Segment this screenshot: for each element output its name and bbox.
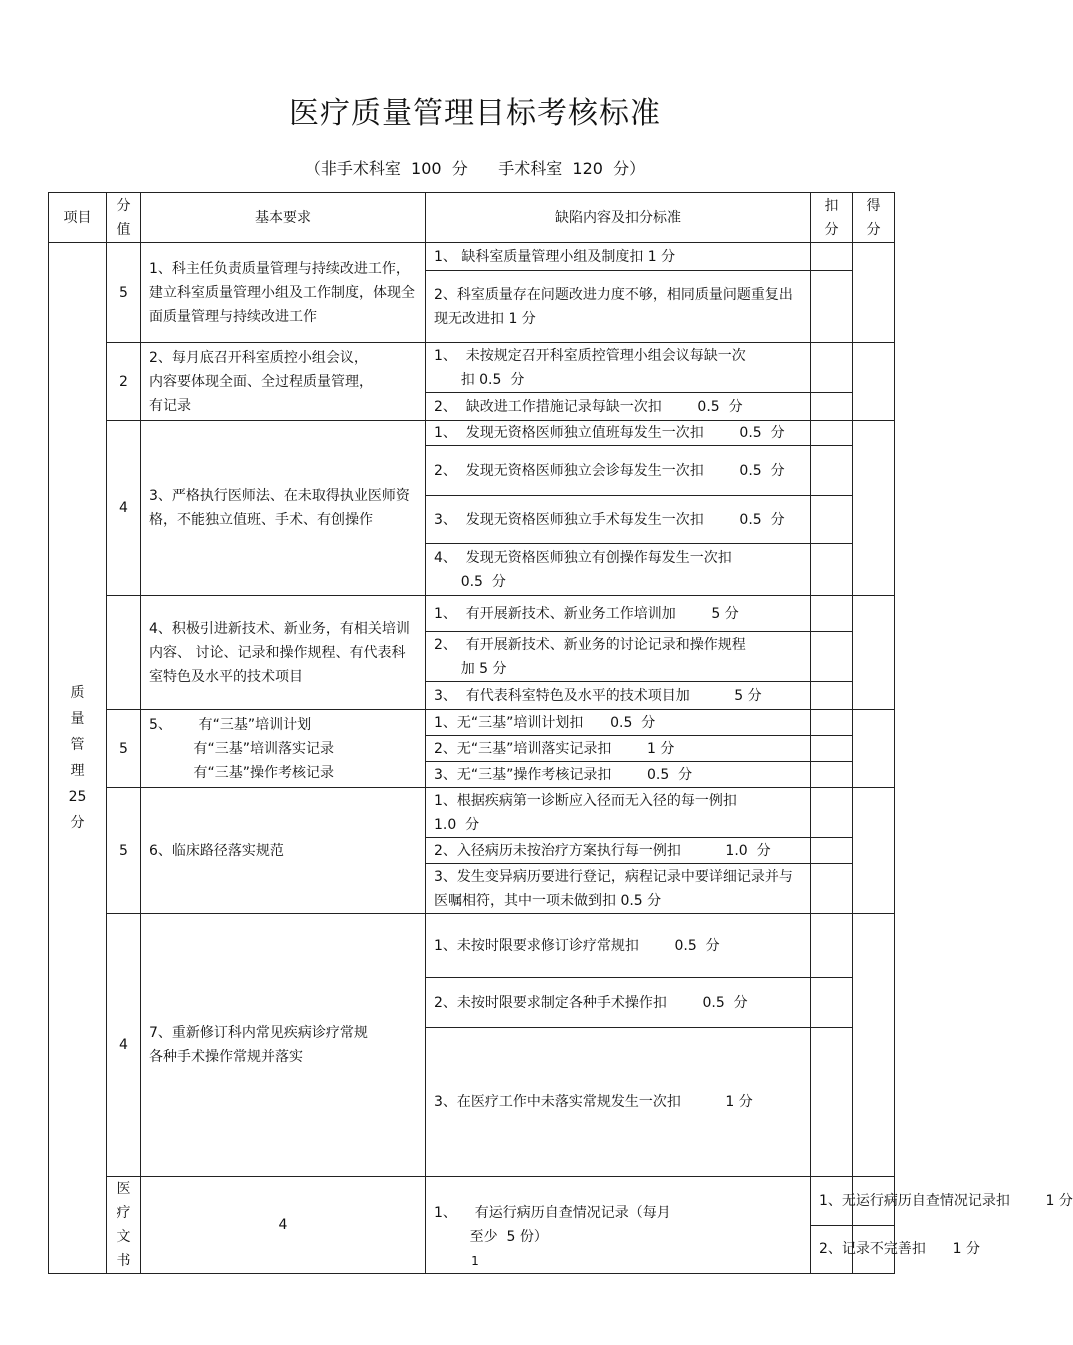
deduct-cell (811, 243, 853, 271)
score-cell (853, 914, 895, 1177)
deduction-cell: 3、无“三基”操作考核记录扣 0.5 分 (426, 762, 811, 788)
deduct-cell (811, 596, 853, 632)
row-points: 4 (107, 421, 141, 596)
row-points: 4 (141, 1177, 426, 1274)
deduct-cell (811, 710, 853, 736)
deduct-cell (811, 864, 853, 914)
header-item: 项目 (49, 193, 107, 243)
category-medical-records: 医疗 文书 (107, 1177, 141, 1274)
deduction-cell: 1、 有开展新技术、新业务工作培训加 5 分 (426, 596, 811, 632)
deduct-cell (811, 632, 853, 682)
deduction-cell: 1、根据疾病第一诊断应入径而无入径的每一例扣 1.0 分 (426, 788, 811, 838)
deduction-cell: 2、 缺改进工作措施记录每缺一次扣 0.5 分 (426, 393, 811, 421)
score-cell (853, 788, 895, 914)
assessment-table (48, 192, 1073, 1274)
deduction-cell: 3、 有代表科室特色及水平的技术项目加 5 分 (426, 682, 811, 710)
deduction-cell: 1、无“三基”培训计划扣 0.5 分 (426, 710, 811, 736)
category-char: 25 (68, 789, 87, 805)
deduct-cell (811, 393, 853, 421)
deduct-cell (811, 762, 853, 788)
deduction-cell: 2、入径病历未按治疗方案执行每一例扣 1.0 分 (426, 838, 811, 864)
deduct-cell (811, 914, 853, 978)
deduct-cell (811, 496, 853, 544)
deduct-cell (811, 682, 853, 710)
table-row (49, 596, 895, 632)
row-points: 4 (107, 914, 141, 1177)
deduction-cell: 3、发生变异病历要进行登记，病程记录中要详细记录并与医嘱相符，其中一项未做到扣 0.5 分 (426, 864, 811, 914)
deduct-cell (811, 838, 853, 864)
category-quality-management (49, 243, 107, 1274)
deduct-cell (811, 736, 853, 762)
table-row (49, 914, 895, 978)
score-cell (853, 596, 895, 710)
header-deduction: 缺陷内容及扣分标准 (426, 193, 811, 243)
deduction-cell: 1、未按时限要求修订诊疗常规扣 0.5 分 (426, 914, 811, 978)
score-cell (853, 710, 895, 788)
category-char: 管 (70, 737, 85, 753)
deduct-cell (811, 421, 853, 446)
header-deduct: 扣 分 (811, 193, 853, 243)
header-requirement: 基本要求 (141, 193, 426, 243)
table-row (49, 788, 895, 838)
deduct-cell (811, 343, 853, 393)
category-char: 质 (70, 685, 85, 701)
requirement-cell: 5、 有“三基”培训计划 有“三基”培训落实记录 有“三基”操作考核记录 (141, 710, 426, 788)
category-char: 量 (70, 711, 85, 727)
requirement-cell: 6、临床路径落实规范 (141, 788, 426, 914)
deduct-cell (811, 978, 853, 1028)
deduction-cell: 1、 发现无资格医师独立值班每发生一次扣 0.5 分 (426, 421, 811, 446)
score-cell (853, 343, 895, 421)
deduct-cell (811, 446, 853, 496)
deduction-cell: 4、 发现无资格医师独立有创操作每发生一次扣 0.5 分 (426, 544, 811, 596)
table-row (49, 710, 895, 736)
deduction-cell: 2、记录不完善扣 1 分 (811, 1225, 853, 1274)
table-row (49, 421, 895, 446)
deduction-cell: 1、 未按规定召开科室质控管理小组会议每缺一次 扣 0.5 分 (426, 343, 811, 393)
header-score: 得 分 (853, 193, 895, 243)
deduction-cell: 2、科室质量存在问题改进力度不够，相同质量问题重复出现无改进扣 1 分 (426, 271, 811, 343)
deduct-cell (811, 271, 853, 343)
row-points (107, 596, 141, 710)
deduction-cell: 2、未按时限要求制定各种手术操作扣 0.5 分 (426, 978, 811, 1028)
row-points: 5 (107, 788, 141, 914)
category-char: 理 (70, 763, 85, 779)
page-number: 1 (471, 1254, 479, 1268)
requirement-cell: 7、重新修订科内常见疾病诊疗常规 各种手术操作常规并落实 (141, 914, 426, 1177)
row-points: 2 (107, 343, 141, 421)
deduct-cell (811, 544, 853, 596)
deduction-cell: 3、 发现无资格医师独立手术每发生一次扣 0.5 分 (426, 496, 811, 544)
score-cell (853, 421, 895, 596)
deduct-cell (811, 1028, 853, 1177)
document-subtitle: （非手术科室 100 分 手术科室 120 分） (304, 159, 646, 178)
table-row (49, 343, 895, 393)
deduction-cell: 1、无运行病历自查情况记录扣 1 分 (811, 1177, 853, 1226)
category-char: 分 (70, 815, 85, 831)
deduction-cell: 3、在医疗工作中未落实常规发生一次扣 1 分 (426, 1028, 811, 1177)
requirement-cell: 3、严格执行医师法、在未取得执业医师资格，不能独立值班、手术、有创操作 (141, 421, 426, 596)
document-title: 医疗质量管理目标考核标准 (289, 96, 661, 131)
table-header-row (49, 193, 895, 243)
table-row (49, 243, 895, 271)
requirement-cell: 1、科主任负责质量管理与持续改进工作，建立科室质量管理小组及工作制度，体现全面质量管理与持续改进工作 (141, 243, 426, 343)
deduction-cell: 2、 发现无资格医师独立会诊每发生一次扣 0.5 分 (426, 446, 811, 496)
header-points: 分 值 (107, 193, 141, 243)
row-points: 5 (107, 243, 141, 343)
requirement-cell: 2、每月底召开科室质控小组会议， 内容要体现全面、全过程质量管理， 有记录 (141, 343, 426, 421)
table-row (49, 1177, 895, 1226)
score-cell (853, 243, 895, 343)
row-points: 5 (107, 710, 141, 788)
requirement-cell: 4、积极引进新技术、新业务，有相关培训内容、 讨论、记录和操作规程、有代表科室特色及水平的技术项目 (141, 596, 426, 710)
deduction-cell: 1、 缺科室质量管理小组及制度扣 1 分 (426, 243, 811, 271)
deduction-cell: 2、无“三基”培训落实记录扣 1 分 (426, 736, 811, 762)
deduction-cell: 2、 有开展新技术、新业务的讨论记录和操作规程 加 5 分 (426, 632, 811, 682)
deduct-cell (811, 788, 853, 838)
requirement-cell: 1、 有运行病历自查情况记录（每月 至少 5 份） (426, 1177, 811, 1274)
